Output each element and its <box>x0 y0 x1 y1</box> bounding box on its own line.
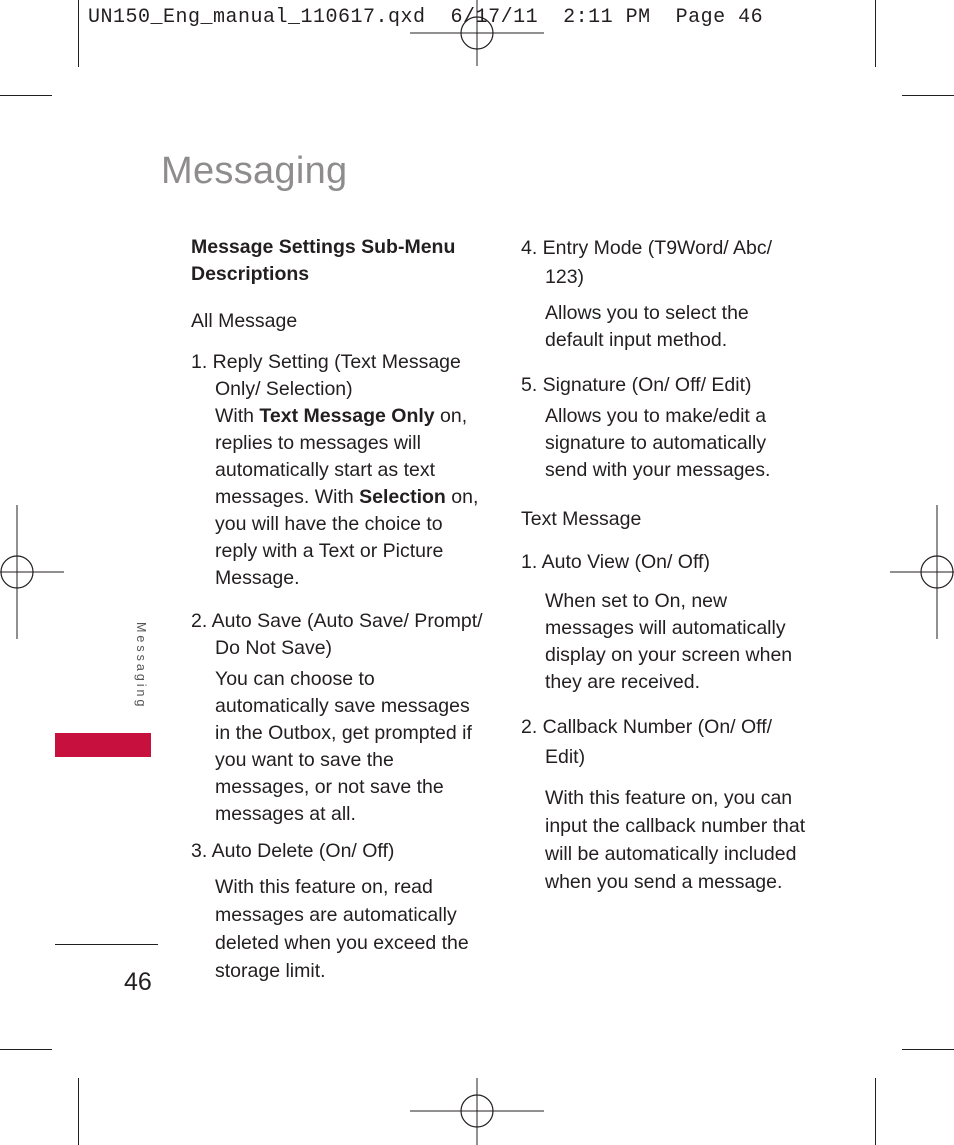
item-entry-mode-title: 4. Entry Mode (T9Word/ Abc/ 123) <box>521 237 773 288</box>
left-column <box>191 234 486 985</box>
item-entry-mode-text: Allows you to select the default input method. <box>545 302 749 351</box>
crop-mark <box>902 95 954 96</box>
item-auto-delete-text: With this feature on, read messages are automatically deleted when you exceed the storage limit. <box>215 876 469 982</box>
item-auto-save-text: You can choose to automatically save messages in the Outbox, get prompted if you want to save the messages, or not save the messages at all. <box>215 668 472 825</box>
item-signature-title: 5. Signature (On/ Off/ Edit) <box>521 374 752 396</box>
crop-mark <box>875 1078 876 1145</box>
item-auto-save-title: 2. Auto Save (Auto Save/ Prompt/ Do Not Save) <box>191 610 483 659</box>
bold-text-message-only: Text Message Only <box>259 405 435 427</box>
group-title-all-message: All Message <box>191 310 298 332</box>
item-auto-view-title: 1. Auto View (On/ Off) <box>521 551 710 573</box>
page-number: 46 <box>124 968 152 996</box>
group-title-text-message: Text Message <box>521 508 642 530</box>
registration-mark-left-icon <box>0 505 64 639</box>
section-heading-line1: Message Settings Sub-Menu <box>191 236 456 258</box>
crop-mark <box>875 0 876 67</box>
section-heading <box>191 234 486 288</box>
side-tab-label: Messaging <box>134 622 148 710</box>
item-callback-number-text: With this feature on, you can input the callback number that will be automatically included when you send a message. <box>545 787 806 893</box>
side-tab-bar <box>55 733 151 757</box>
item-auto-delete-title: 3. Auto Delete (On/ Off) <box>191 840 395 862</box>
page-title: Messaging <box>161 150 348 192</box>
registration-mark-right-icon <box>890 505 954 639</box>
print-slug: UN150_Eng_manual_110617.qxd 6/17/11 2:11 PM Page 46 <box>88 6 764 29</box>
item-callback-number-title: 2. Callback Number (On/ Off/ Edit) <box>521 716 773 768</box>
crop-mark <box>78 0 79 67</box>
item-reply-setting-title: 1. Reply Setting (Text Message Only/ Selection) <box>191 351 461 400</box>
item-signature-text: Allows you to make/edit a signature to automatically send with your messages. <box>545 405 771 481</box>
crop-mark <box>0 1049 52 1050</box>
section-heading-line2: Descriptions <box>191 263 310 285</box>
crop-mark <box>902 1049 954 1050</box>
registration-mark-top-icon <box>410 0 544 60</box>
item-reply-setting-text: With Text Message Only on, replies to messages will automatically start as text messages. With Selection on, you will have the choice to reply with a Text or Picture Message. <box>215 405 479 589</box>
footer-rule <box>55 944 158 945</box>
crop-mark <box>0 95 52 96</box>
crop-mark <box>78 1078 79 1145</box>
item-auto-view-text: When set to On, new messages will automatically display on your screen when they are received. <box>545 590 793 693</box>
registration-mark-bottom-icon <box>410 1078 544 1145</box>
right-column <box>521 234 811 896</box>
bold-selection: Selection <box>359 486 446 508</box>
